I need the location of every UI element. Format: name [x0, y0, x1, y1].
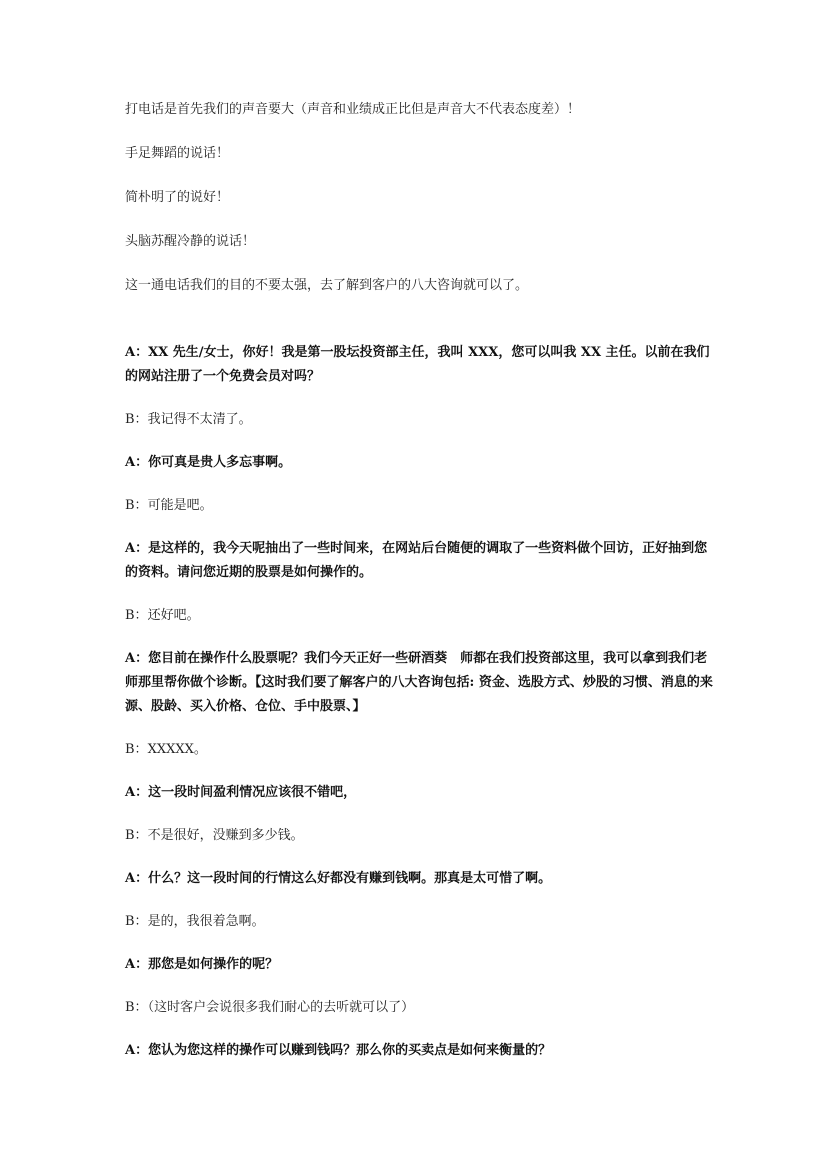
speaker-label: A：: [125, 455, 149, 470]
speaker-label: A：: [125, 957, 149, 972]
line-text: 这一段时间盈利情况应该很不错吧，: [148, 785, 357, 800]
dialog-line-a: [125, 781, 713, 805]
speaker-label: A：: [125, 651, 149, 666]
dialog-line-a: [125, 537, 713, 585]
speaker-label: B：: [125, 914, 148, 929]
line-text: 是这样的，我今天呢抽出了一些时间来，在网站后台随便的调取了一些资料做个回访，正好抽到您的资料。请问您近期的股票是如何操作的。: [125, 541, 708, 580]
speaker-label: B：: [125, 412, 148, 427]
line-text: 您认为您这样的操作可以赚到钱吗？那么你的买卖点是如何来衡量的？: [148, 1043, 552, 1058]
dialog-section: [125, 341, 713, 1063]
dialog-line-b: [125, 494, 713, 518]
dialog-line-b: [125, 604, 713, 628]
speaker-label: A：: [125, 541, 149, 556]
line-text: XXXXX。: [147, 742, 207, 757]
dialog-line-b: [125, 824, 713, 848]
speaker-label: A：: [125, 785, 149, 800]
intro-section: [125, 98, 713, 298]
speaker-label: A：: [125, 1043, 149, 1058]
dialog-line-a: [125, 867, 713, 891]
dialog-line-a: [125, 451, 713, 475]
intro-paragraph: 简朴明了的说好！: [125, 190, 230, 205]
speaker-label: A：: [125, 345, 149, 360]
speaker-label: B：: [125, 1000, 148, 1015]
line-text: 你可真是贵人多忘事啊。: [148, 455, 292, 470]
line-text: 我记得不太清了。: [147, 412, 252, 427]
dialog-line-b: [125, 910, 713, 934]
line-text: 什么？这一段时间的行情这么好都没有赚到钱啊。那真是太可惜了啊。: [148, 871, 552, 886]
dialog-line-b: [125, 738, 713, 762]
line-text: 是的，我很着急啊。: [147, 914, 265, 929]
dialog-line-a: [125, 1039, 713, 1063]
line-text: 还好吧。: [147, 608, 200, 623]
line-text: （这时客户会说很多我们耐心的去听就可以了）: [147, 1000, 415, 1015]
line-text: 可能是吧。: [147, 498, 213, 513]
dialog-line-a: [125, 647, 713, 719]
speaker-label: B：: [125, 828, 148, 843]
line-text: 您目前在操作什么股票呢？我们今天正好一些研酒葵 师都在我们投资部这里，我可以拿到我们老师那里帮你做个诊断。【这时我们要了解客户的八大咨询包括: 资金、选股方式、炒股的习惯、消息的来源、股龄、买入价格、仓位、手中股票、】: [125, 651, 713, 714]
speaker-label: A：: [125, 871, 149, 886]
dialog-line-a: [125, 341, 713, 389]
dialog-line-b: [125, 408, 713, 432]
line-text: 那您是如何操作的呢？: [148, 957, 279, 972]
speaker-label: B：: [125, 498, 148, 513]
dialog-line-b: [125, 996, 713, 1020]
document-body: [125, 98, 713, 1082]
intro-paragraph: 这一通电话我们的目的不要太强，去了解到客户的八大咨询就可以了。: [125, 278, 529, 293]
speaker-label: B：: [125, 742, 148, 757]
intro-paragraph: 手足舞蹈的说话！: [125, 146, 230, 161]
intro-paragraph: 打电话是首先我们的声音要大（声音和业绩成正比但是声音大不代表态度差）！: [125, 102, 581, 117]
speaker-label: B：: [125, 608, 148, 623]
intro-paragraph: 头脑苏醒冷静的说话！: [125, 234, 256, 249]
line-text: XX 先生/女士，你好！我是第一股坛投资部主任，我叫 XXX，您可以叫我 XX 主任。以前在我们的网站注册了一个免费会员对吗？: [125, 345, 710, 384]
dialog-line-a: [125, 953, 713, 977]
line-text: 不是很好，没赚到多少钱。: [147, 828, 304, 843]
